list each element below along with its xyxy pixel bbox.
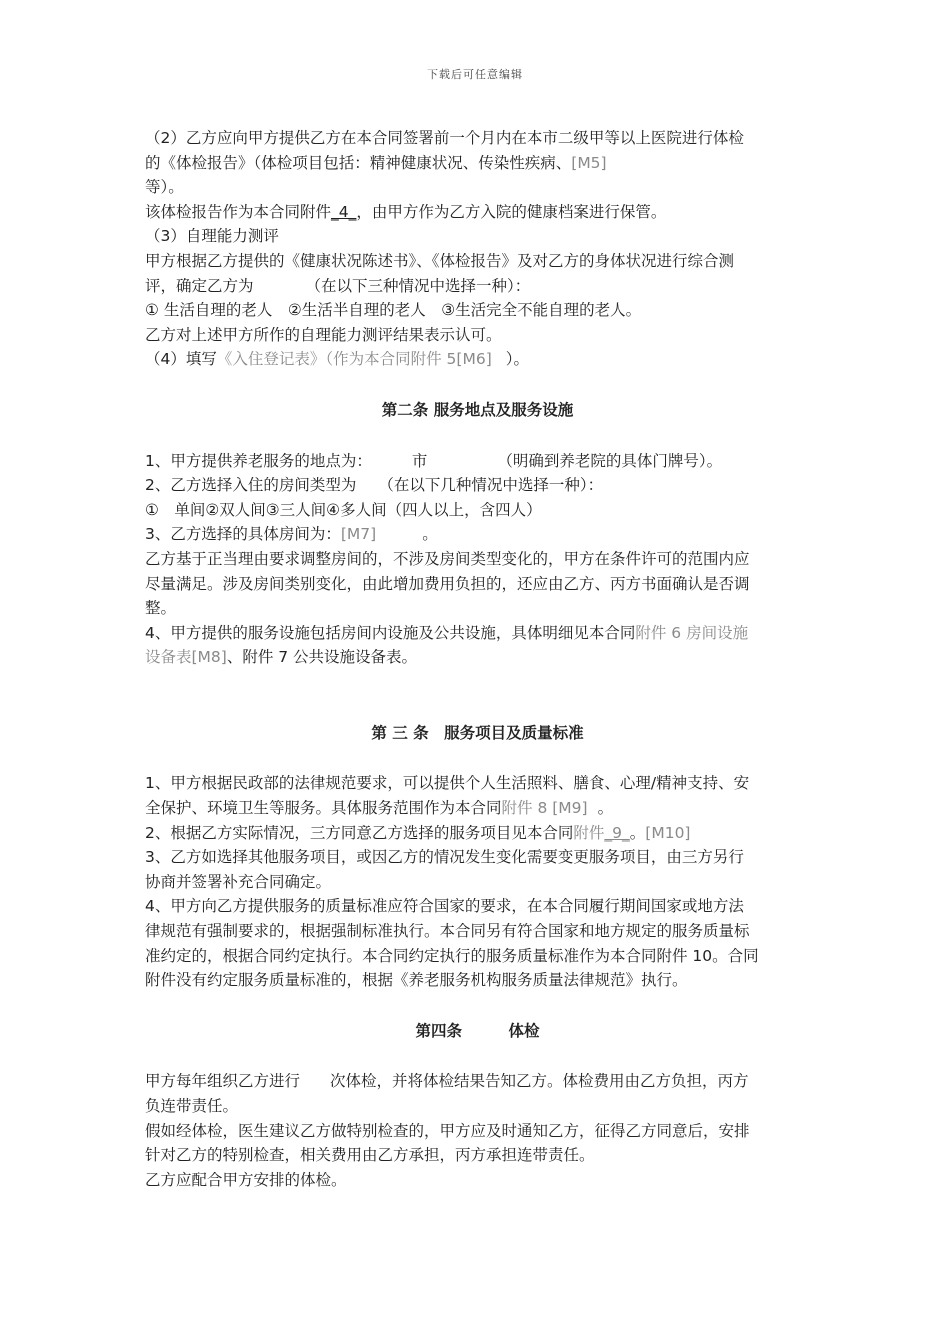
paragraph-line [145,621,810,646]
paragraph-line: 等）。 [145,178,184,197]
comment-marker: [M10] [645,823,691,842]
line-text: 全保护、环境卫生等服务。具体服务范围作为本合同 [145,799,502,818]
paragraph-line [145,151,810,176]
line-text: 甲方每年组织乙方进行 [145,1072,301,1091]
line-text: 的《体检报告》（体检项目包括：精神健康状况、传染性疾病、 [145,153,572,172]
line-text: 。 [629,823,646,842]
attachment-reference: 附件 6 房间设施 [635,623,749,642]
paragraph-line: 协商并签署补充合同确定。 [145,872,332,891]
paragraph-line [145,347,810,372]
line-text: 。 [422,525,438,544]
document-body [145,126,810,1192]
line-text: 4、甲方提供的服务设施包括房间内设施及公共设施，具体明细见本合同 [145,623,636,642]
comment-marker: [M7] [340,525,377,544]
attachment-number: _9_ [604,823,630,842]
section-2-title: 第二条 服务地点及服务设施 [381,400,574,419]
paragraph-line: （3）自理能力测评 [145,227,279,246]
paragraph-line: 针对乙方的特别检查，相关费用由乙方承担，丙方承担连带责任。 [145,1146,595,1165]
section-2 [145,449,810,670]
line-text: 。 [597,799,614,818]
line-text: 市 [411,451,428,470]
section-4-title: 第四条 体检 [415,1021,540,1040]
paragraph-line [145,200,810,225]
page-header: 下载后可任意编辑 [427,68,523,81]
paragraph-line [145,522,810,547]
paragraph-line: 1、甲方根据民政部的法律规范要求，可以提供个人生活照料、膳食、心理/精神支持、安 [145,774,750,793]
line-text: （4）填写 [145,350,217,369]
line-text: （在以下三种情况中选择一种）： [305,276,531,295]
section-1-continuation [145,126,810,372]
paragraph-line [145,645,810,670]
line-text: 次体检，并将体检结果告知乙方。体检费用由乙方负担，丙方 [330,1072,749,1091]
paragraph-line: 附件没有约定服务质量标准的，根据《养老服务机构服务质量法律规范》执行。 [145,971,688,990]
paragraph-line [145,821,810,846]
paragraph-line: 乙方对上述甲方所作的自理能力测评结果表示认可。 [145,325,502,344]
paragraph-line [145,473,810,498]
paragraph-line: 乙方基于正当理由要求调整房间的，不涉及房间类型变化的，甲方在条件许可的范围内应 [145,549,750,568]
attachment-reference: 设备表[M8] [145,648,227,667]
paragraph-line: 尽量满足。涉及房间类别变化，由此增加费用负担的，还应由乙方、丙方书面确认是否调 [145,574,750,593]
paragraph-line [145,274,810,299]
line-text: （明确到养老院的具体门牌号）。 [497,451,723,470]
paragraph-line: 甲方根据乙方提供的《健康状况陈述书》、《体检报告》及对乙方的身体状况进行综合测 [145,251,735,270]
paragraph-line [145,796,810,821]
line-text: 2、根据乙方实际情况，三方同意乙方选择的服务项目见本合同 [145,823,574,842]
section-3 [145,771,810,992]
line-text: 2、乙方选择入住的房间类型为 [145,476,357,495]
attachment-reference: 附件 [573,823,605,842]
paragraph-line: 负连带责任。 [145,1097,239,1115]
paragraph-line: ① 生活自理的老人 ②生活半自理的老人 ③生活完全不能自理的老人。 [145,301,642,320]
paragraph-line: 准约定的，根据合同约定执行。本合同约定执行的服务质量标准作为本合同附件 10。合同 [145,946,759,965]
attachment-reference: 附件 8 [M9] [501,799,588,818]
line-text: 、附件 7 公共设施设备表。 [226,648,418,667]
paragraph-line: 整。 [145,599,177,618]
line-text: 3、乙方选择的具体房间为： [145,525,341,544]
attachment-number: _4_ [331,202,357,221]
paragraph-line: ① 单间②双人间③三人间④多人间（四人以上，含四人） [145,500,542,519]
paragraph-line: 4、甲方向乙方提供服务的质量标准应符合国家的要求，在本合同履行期间国家或地方法 [145,897,744,916]
paragraph-line: 律规范有强制要求的，根据强制标准执行。本合同另有符合国家和地方规定的服务质量标 [145,922,750,941]
paragraph-line [145,449,810,474]
section-3-title: 第 三 条 服务项目及质量标准 [371,723,584,742]
line-text: ）。 [505,350,530,369]
paragraph-line: （2）乙方应向甲方提供乙方在本合同签署前一个月内在本市二级甲等以上医院进行体检 [145,129,744,147]
paragraph-line [145,1069,810,1094]
line-text: ，由甲方作为乙方入院的健康档案进行保管。 [356,202,667,221]
line-text: 该体检报告作为本合同附件 [145,202,332,221]
line-text: 1、甲方提供养老服务的地点为： [145,451,372,470]
paragraph-line: 假如经体检，医生建议乙方做特别检查的，甲方应及时通知乙方，征得乙方同意后，安排 [145,1121,750,1140]
line-text: 评，确定乙方为 [145,276,254,295]
paragraph-line: 3、乙方如选择其他服务项目，或因乙方的情况发生变化需要变更服务项目，由三方另行 [145,848,744,867]
comment-marker: [M5] [571,153,607,172]
section-4 [145,1069,810,1192]
attachment-reference: 《入住登记表》（作为本合同附件 5[M6] [216,350,492,369]
line-text: （在以下几种情况中选择一种）： [378,476,604,495]
paragraph-line: 乙方应配合甲方安排的体检。 [145,1170,347,1189]
